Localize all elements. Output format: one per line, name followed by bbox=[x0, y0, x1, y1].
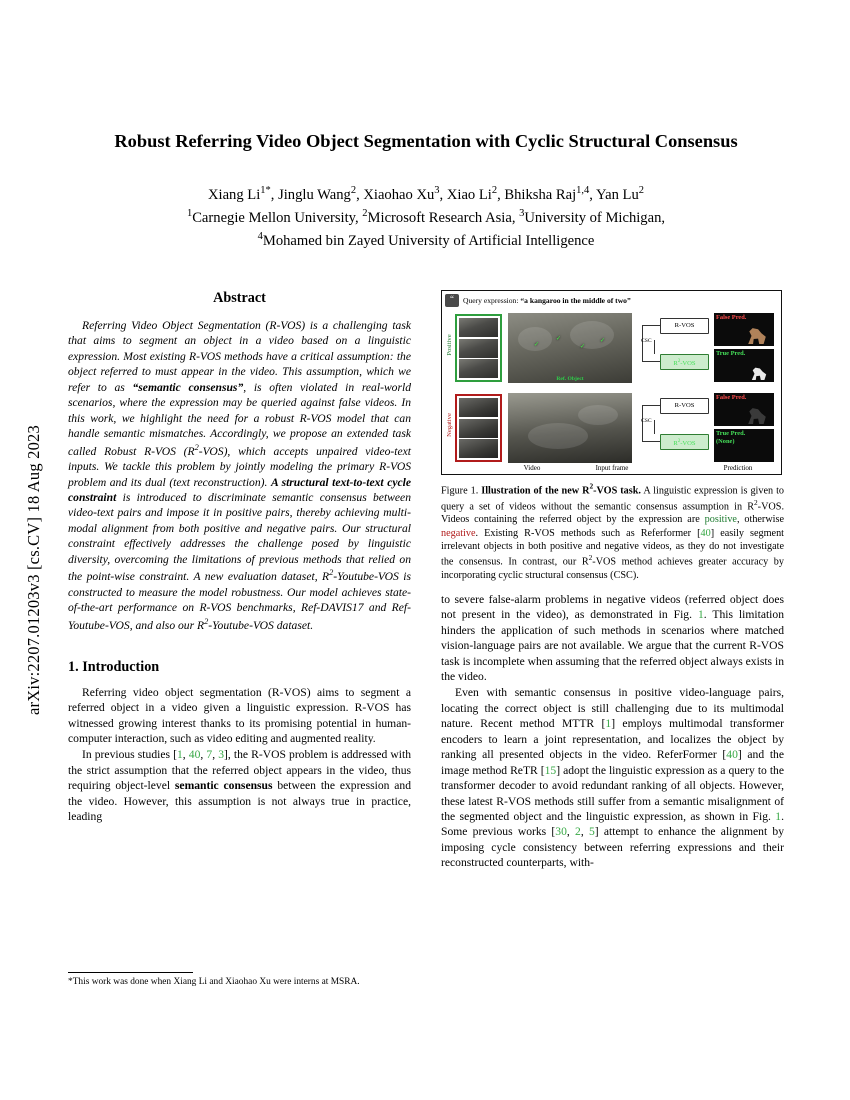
intro-sep-2: , bbox=[200, 748, 207, 762]
two-column-body bbox=[68, 290, 784, 871]
right-p2-text-a: Even with semantic consensus in positive video-language pairs, locating the correct object is still challenging due to its multimodal nature. Recent method MTTR [ bbox=[441, 686, 784, 731]
animal-shape-icon bbox=[746, 406, 768, 424]
prediction-label-false: False Pred. bbox=[716, 314, 747, 321]
author-4: Xiao Li bbox=[446, 186, 492, 203]
figure-caption-text-4: . Existing R-VOS methods such as Referformer [ bbox=[475, 527, 701, 539]
arxiv-stamp: arXiv:2207.01203v3 [cs.CV] 18 Aug 2023 bbox=[24, 425, 43, 715]
csc-label-positive: CSC bbox=[641, 338, 652, 344]
intro-paragraph-2 bbox=[68, 747, 411, 824]
intro-paragraph-1: Referring video object segmentation (R-VOS) aims to segment a referred object in a video given a linguistic expression. R-VOS has witnessed growing interest thanks to its promising potential in human-computer interaction, such as video editing and augmented reality. bbox=[68, 685, 411, 746]
author-3: Xiaohao Xu bbox=[363, 186, 435, 203]
thumbnail bbox=[459, 359, 498, 378]
affil-1-mark: 1 bbox=[186, 208, 193, 220]
author-5-affil: 1,4 bbox=[576, 185, 590, 196]
right-paragraph-2 bbox=[441, 685, 784, 871]
affiliation-line-2 bbox=[68, 229, 784, 252]
frame-caption-positive: Ref. Object bbox=[556, 376, 584, 382]
video-thumbnails-positive bbox=[455, 314, 502, 382]
author-2-affil: 2 bbox=[350, 185, 357, 196]
row-label-negative: Negative bbox=[446, 413, 453, 437]
abstract-text-3: -VOS), which accepts unpaired video-text inputs. We tackle this problem by jointly modeling the primary R-VOS problem and its dual (text reconstruction). bbox=[68, 444, 411, 489]
abstract-text-1: Referring Video Object Segmentation (R-VOS) is a challenging task that aims to segment an object in a video based on a linguistic expression. Most existing R-VOS methods have a critical assumption: the object referred to must appear in the video. This assumption, which we refer to as bbox=[68, 319, 411, 394]
author-list bbox=[68, 183, 784, 252]
author-4-affil: 2 bbox=[491, 185, 498, 196]
figure-1 bbox=[441, 290, 784, 582]
author-sep-3: , bbox=[439, 186, 447, 203]
citation-30[interactable]: 30 bbox=[555, 825, 567, 839]
query-value: “a kangaroo in the middle of two” bbox=[520, 296, 631, 305]
intro-sep-3: , bbox=[212, 748, 219, 762]
citation-1[interactable]: 1 bbox=[176, 748, 183, 762]
box-r2vos-negative: $R^2$-VOS bbox=[660, 434, 709, 450]
author-1-affil: 1 bbox=[260, 185, 266, 196]
caption-input-frame: Input frame bbox=[595, 464, 629, 472]
author-6: Yan Lu bbox=[596, 186, 639, 203]
model-boxes-positive bbox=[638, 312, 710, 386]
figure-caption-text-5: ] easily segment irrelevant objects in both positive and negative videos, as they do not investigate the consensus. In contrast, our R bbox=[441, 527, 784, 568]
abstract-bold-2: A structural text-to-text cycle constraint bbox=[68, 475, 411, 505]
intro-p2-text-a: In previous studies [ bbox=[82, 748, 177, 762]
prediction-label-none: (None) bbox=[716, 438, 735, 445]
prediction-label-false: False Pred. bbox=[716, 394, 747, 401]
author-1-footnote: * bbox=[265, 185, 271, 196]
figure-row-negative bbox=[446, 392, 779, 468]
thumbnail bbox=[459, 398, 498, 417]
author-5: Bhiksha Raj bbox=[504, 186, 577, 203]
affil-1: Carnegie Mellon University, bbox=[192, 209, 363, 226]
footnote-text: *This work was done when Xiang Li and Xiaohao Xu were interns at MSRA. bbox=[68, 977, 360, 987]
right-p2-text-b: ] employs multimodal transformer encoders to learn a joint representation, and localizes the object by ranking all presented objects in the video. ReferFormer [ bbox=[441, 717, 784, 762]
thumbnail bbox=[459, 419, 498, 438]
right-column-body bbox=[441, 592, 784, 871]
thumbnail bbox=[459, 318, 498, 337]
citation-2[interactable]: 2 bbox=[575, 825, 581, 839]
box-r2vos-positive: $R^2$-VOS bbox=[660, 354, 709, 370]
author-2: Jinglu Wang bbox=[278, 186, 351, 203]
abstract-sup-1: 2 bbox=[194, 442, 199, 452]
model-boxes-negative bbox=[638, 392, 710, 466]
author-sep-2: , bbox=[356, 186, 364, 203]
author-sep-4: , bbox=[497, 186, 505, 203]
intro-p2-text-e: between the expression and the video. However, this assumption is not always true in practice, leading bbox=[68, 779, 411, 824]
predictions-positive bbox=[714, 313, 776, 383]
video-thumbnails-negative bbox=[455, 394, 502, 462]
input-frame-positive: ✓ ✓ ✓ ✓ Ref. Object bbox=[508, 313, 632, 383]
figure-caption-sup-3: 2 bbox=[588, 553, 593, 563]
affil-2-mark: 2 bbox=[362, 208, 368, 220]
predictions-negative bbox=[714, 393, 776, 463]
figure-caption-sup-2: 2 bbox=[754, 497, 758, 507]
figure-caption-text-2: -VOS. Videos containing the referred object by the expression are bbox=[441, 501, 784, 526]
affiliation-line-1 bbox=[68, 206, 784, 229]
right-p2-text-e: . Some previous works [ bbox=[441, 809, 784, 839]
author-3-affil: 3 bbox=[434, 185, 440, 196]
affil-3-mark: 3 bbox=[519, 208, 525, 220]
right-p1-text-a: to severe false-alarm problems in negative videos (referred object does not present in the video), as demonstrated in Fig. bbox=[441, 592, 784, 622]
page-title: Robust Referring Video Object Segmentation with Cyclic Structural Consensus bbox=[114, 131, 738, 151]
input-frame-negative bbox=[508, 393, 632, 463]
intro-p2-bold: semantic consensus bbox=[174, 779, 273, 793]
figure-caption-text-1: A linguistic expression is given to query a set of videos without the semantic consensus assumption in R bbox=[441, 485, 784, 513]
right-p1-text-b: . This limitation hinders the application of such methods in scenarios where matched vision-language pairs are not available. We argue that the current R-VOS task is incomplete when assuming that the referred object always exists in the video. bbox=[441, 608, 784, 684]
animal-shape-icon bbox=[750, 366, 768, 380]
abstract-text-4: is introduced to discriminate semantic consensus between video-text pairs and impose it in positive pairs, thereby achieving multi-modal alignment from both positive and negative pairs. Our structural constraint effectively addresses the challenge posed by linguistic diversity, overcoming the limitations of previous methods that relied on the point-wise constraint. A new evaluation dataset, R bbox=[68, 491, 411, 584]
query-expression-text bbox=[463, 296, 631, 305]
right-sep-1: , bbox=[566, 825, 576, 839]
prediction-false-negative bbox=[714, 393, 774, 426]
prediction-label-true: True Pred. bbox=[716, 430, 746, 437]
citation-7[interactable]: 7 bbox=[206, 748, 213, 762]
box-rvos-positive: R-VOS bbox=[660, 318, 709, 334]
author-1: Xiang Li bbox=[207, 186, 261, 203]
affil-3: University of Michigan, bbox=[524, 209, 666, 226]
prediction-true-positive bbox=[714, 349, 774, 382]
prediction-false-positive bbox=[714, 313, 774, 346]
figure-ref-1b[interactable]: 1 bbox=[775, 809, 782, 823]
row-label-positive: Positive bbox=[446, 334, 453, 356]
right-p2-text-c: ] and the image method ReTR [ bbox=[441, 748, 784, 777]
abstract-body bbox=[68, 318, 411, 633]
affil-2: Microsoft Research Asia, bbox=[367, 209, 520, 226]
introduction-heading: 1. Introduction bbox=[68, 658, 160, 675]
right-p2-text-f: ] attempt to enhance the alignment by imposing cycle consistency between referring expressions and their reconstructed counterparts, with- bbox=[441, 825, 785, 870]
animal-shape-icon bbox=[746, 326, 768, 344]
citation-5[interactable]: 5 bbox=[588, 825, 595, 839]
figure-caption-positive: positive bbox=[704, 514, 737, 526]
quote-icon: “ bbox=[445, 294, 459, 307]
figure-1-image bbox=[441, 290, 782, 475]
query-expression-bar bbox=[442, 291, 781, 310]
figure-row-positive bbox=[446, 312, 779, 388]
figure-ref-1[interactable]: 1 bbox=[697, 608, 704, 622]
left-column bbox=[68, 290, 411, 871]
figure-caption-text-3: , otherwise bbox=[736, 514, 785, 526]
right-paragraph-1 bbox=[441, 592, 784, 685]
caption-video: Video bbox=[523, 464, 541, 472]
citation-1b[interactable]: 1 bbox=[605, 717, 612, 731]
abstract-paragraph bbox=[68, 318, 411, 633]
figure-caption-bold-2: -VOS task. bbox=[593, 485, 641, 497]
citation-3[interactable]: 3 bbox=[218, 748, 224, 762]
csc-label-negative: CSC bbox=[641, 418, 652, 424]
figure-1-caption bbox=[441, 482, 784, 582]
citation-15[interactable]: 15 bbox=[544, 763, 557, 777]
right-p2-text-d: ] adopt the linguistic expression as a query to the transformer decoder to avoid redundant ranking of all objects. However, these latest R-VOS methods still suffer from a semantic misalignment of the segmented object and the linguistic expression, as shown in Fig. bbox=[441, 763, 784, 823]
paper-header bbox=[68, 130, 784, 252]
abstract-sup-3: 2 bbox=[204, 616, 209, 626]
abstract-text-2: , is often violated in real-world scenarios, where the expression may be queried against false videos. In this work, we highlight the need for a robust R-VOS model that can handle semantic mismatches. Accordingly, we propose an extended task called Robust R-VOS (R bbox=[68, 380, 411, 458]
prediction-true-negative bbox=[714, 429, 774, 462]
author-6-affil: 2 bbox=[638, 185, 645, 196]
right-sep-2: , bbox=[580, 825, 589, 839]
figure-caption-negative: negative bbox=[441, 527, 476, 539]
citation-40b[interactable]: 40 bbox=[726, 748, 738, 762]
query-label: Query expression: bbox=[463, 296, 519, 305]
caption-prediction: Prediction bbox=[723, 464, 753, 472]
abstract-text-5: -Youtube-VOS is constructed to measure the model robustness. Our model achieves state-of-the-art performance on R-VOS benchmarks, Ref-DAVIS17 and Ref-Youtube-VOS, and also our R bbox=[68, 570, 411, 632]
abstract-heading: Abstract bbox=[213, 290, 266, 306]
affil-4: Mohamed bin Zayed University of Artificial Intelligence bbox=[262, 232, 595, 249]
intro-sep-1: , bbox=[182, 748, 189, 762]
figure-citation-40[interactable]: 40 bbox=[700, 527, 711, 539]
author-sep-5: , bbox=[589, 186, 597, 203]
figure-caption-text-6: -VOS method achieves greater accuracy by incorporating cyclic structural consensus (CSC). bbox=[441, 556, 784, 581]
thumbnail bbox=[459, 439, 498, 458]
figure-caption-bold-1: Illustration of the new R bbox=[481, 485, 590, 497]
footnote bbox=[68, 972, 411, 988]
author-sep-1: , bbox=[270, 186, 279, 203]
figure-caption-sup: 2 bbox=[589, 482, 594, 491]
intro-p2-text-d: ], the R-VOS problem is addressed with the strict assumption that the referred object appears in the video, thus requiring object-level bbox=[68, 748, 412, 793]
abstract-text-6: -Youtube-VOS dataset. bbox=[208, 618, 314, 632]
figure-caption-lead: Figure 1. bbox=[441, 485, 479, 497]
thumbnail bbox=[459, 339, 498, 358]
footnote-rule bbox=[68, 972, 193, 973]
affil-4-mark: 4 bbox=[257, 231, 263, 243]
abstract-sup-2: 2 bbox=[329, 568, 334, 578]
box-rvos-negative: R-VOS bbox=[660, 398, 709, 414]
prediction-label-true: True Pred. bbox=[716, 350, 746, 357]
introduction-body bbox=[68, 685, 411, 825]
citation-40[interactable]: 40 bbox=[188, 748, 201, 762]
author-line-1 bbox=[68, 183, 784, 206]
abstract-bold-1: “semantic consensus” bbox=[132, 380, 244, 394]
right-column bbox=[441, 290, 784, 871]
